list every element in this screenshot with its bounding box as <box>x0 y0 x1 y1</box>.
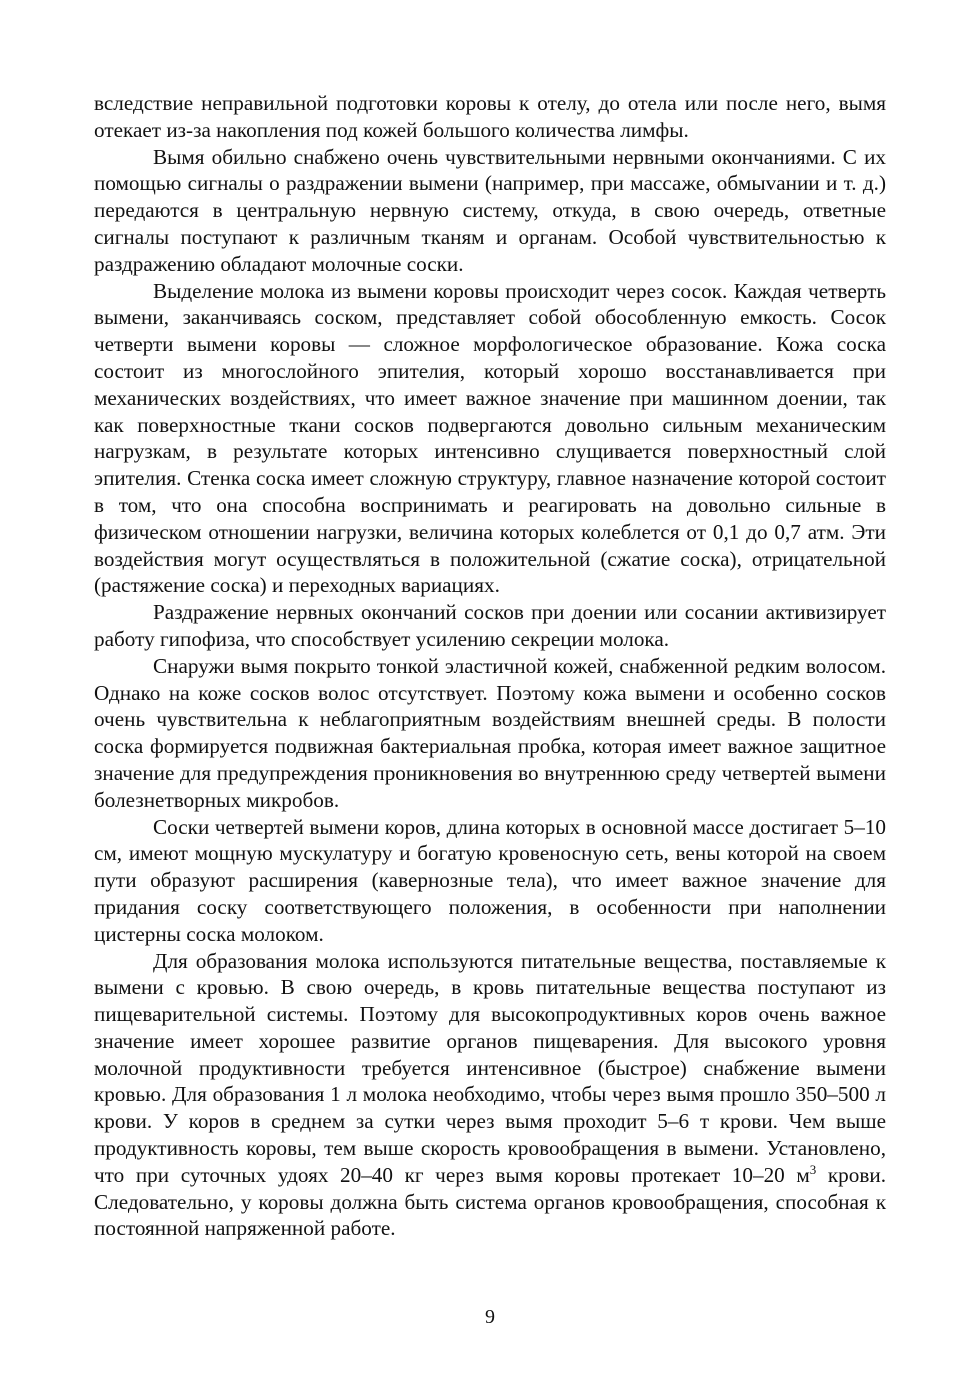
paragraph-nerve-stimulation: Раздражение нервных окончаний сосков при доении или сосании активизирует работу гипофиза, что способствует усилению секреции молока. <box>94 600 886 651</box>
paragraph-milk-formation <box>94 948 886 1243</box>
paragraph-continuation: вследствие неправильной подготовки коровы к отелу, до отела или после него, вымя отекает из-за накопления под кожей большого количества лимфы. <box>94 91 886 142</box>
milk-formation-text-part-1: Для образования молока используются питательные вещества, поставляемые к вымени с кровью. В свою очередь, в кровь питательные вещества поступают из пищеварительной системы. Поэтому для высокопродуктивных коров очень важное значение имеет хорошее развитие органов пищеварения. Для высокого уровня молочной продуктивности требуется интенсивное (быстрое) снабжение вымени кровью. Для образования 1 л молока необходимо, чтобы через вымя прошло 350–500 л крови. У коров в среднем за сутки через вымя проходит 5–6 т крови. Чем выше продуктивность коровы, тем выше скорость кровообращения в вымени. Установлено, что при суточных удоях 20–40 кг через вымя коровы протекает 10–20 м <box>94 948 886 1187</box>
cubic-meter-superscript: 3 <box>809 1161 817 1177</box>
milk-formation-text-part-2: крови. Следовательно, у коровы должна быть система органов кровообращения, способная к постоянной напряженной работе. <box>94 1162 886 1241</box>
paragraph-udder-nerves: Вымя обильно снабжено очень чувствительными нервными окончаниями. С их помощью сигналы о раздражении вымени (например, при массаже, обмыvании и т. д.) передаются в центральную нервную систему, откуда, в свою очередь, ответные сигналы поступают к различным тканям и органам. Особой чувствительностью к раздражению обладают молочные соски. <box>94 144 886 276</box>
page-number: 9 <box>485 1306 495 1328</box>
page-body <box>94 90 886 1242</box>
paragraph-teat-structure: Выделение молока из вымени коровы происходит через сосок. Каждая четверть вымени, заканчиваясь соском, представляет собой обособленную емкость. Сосок четверти вымени коровы — сложное морфологическое образование. Кожа соска состоит из многослойного эпителия, который хорошо восстанавливается при механических воздействиях, что имеет важное значение при машинном доении, так как поверхностные ткани сосков подвергаются довольно сильным механическим нагрузкам, в результате которых интенсивно слущивается поверхностный слой эпителия. Стенка соска имеет сложную структуру, главное назначение которой состоит в том, что она способна воспринимать и реагировать на довольно сильные в физическом отношении нагрузки, величина которых колеблется от 0,1 до 0,7 атм. Эти воздействия могут осуществляться в положительной (сжатие соска), отрицательной (растяжение соска) и переходных вариациях. <box>94 278 886 598</box>
paragraph-udder-skin: Снаружи вымя покрыто тонкой эластичной кожей, снабженной редким волосом. Однако на коже сосков волос отсутствует. Поэтому кожа вымени и особенно сосков очень чувствительна к неблагоприятным воздействиям внешней среды. В полости соска формируется подвижная бактериальная пробка, которая имеет важное защитное значение для предупреждения проникновения во внутреннюю среду четвертей вымени болезнетворных микробов. <box>94 653 886 812</box>
paragraph-teat-blood-vessels: Соски четвертей вымени коров, длина которых в основной массе достигает 5–10 см, имеют мощную мускулатуру и богатую кровеносную сеть, вены которой на своем пути образуют расширения (кавернозные тела), что имеет важное значение для придания соску соответствующего положения, в особенности при наполнении цистерны соска молоком. <box>94 814 886 946</box>
